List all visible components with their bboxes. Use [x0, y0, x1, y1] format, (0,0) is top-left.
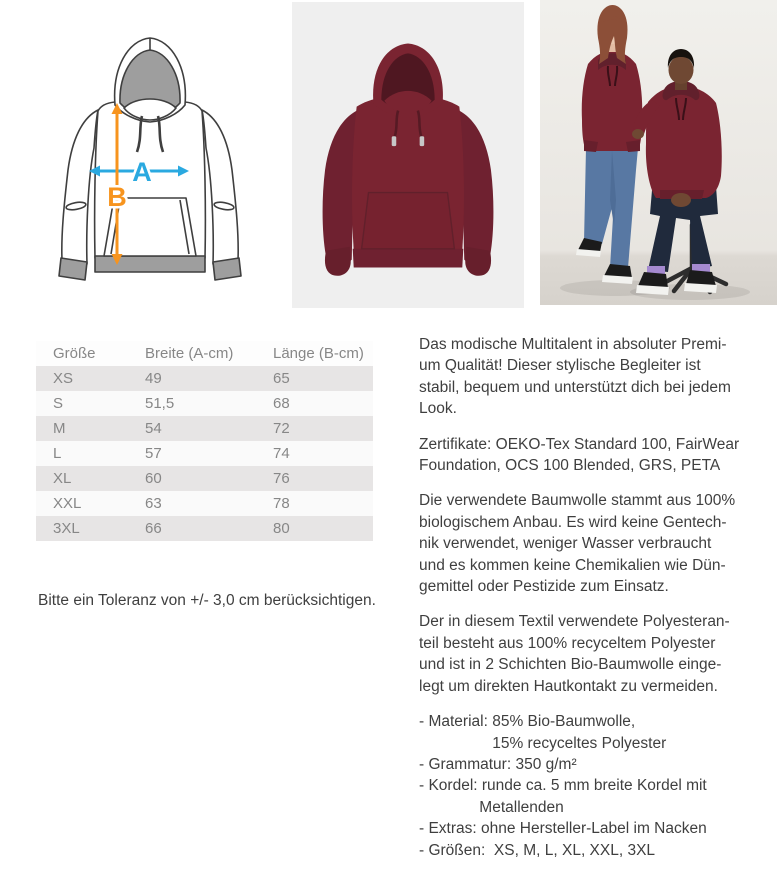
metal-aglet-right [420, 136, 425, 146]
description-line: und ist in 2 Schichten Bio-Baumwolle einge- [419, 656, 722, 674]
description-paragraph [419, 490, 775, 597]
description-paragraph [419, 434, 775, 477]
description-line: Metallenden [419, 798, 564, 816]
length-arrow-label: B [107, 182, 127, 212]
description-line: nik verwendet, weniger Wasser verbraucht [419, 535, 712, 553]
description-line: - Extras: ohne Hersteller-Label im Nacken [419, 820, 707, 838]
table-cell: 66 [145, 520, 162, 537]
product-photo-image [292, 2, 524, 308]
table-cell: L [53, 445, 62, 462]
description-line: Look. [419, 400, 457, 418]
table-row [36, 516, 373, 541]
table-row [36, 416, 373, 441]
table-cell: 54 [145, 420, 162, 437]
size-table [36, 341, 373, 541]
table-cell: 51,5 [145, 395, 175, 412]
size-table-body [36, 366, 373, 541]
table-cell: 63 [145, 495, 162, 512]
description-line: gemittel oder Pestizide zum Einsatz. [419, 578, 669, 596]
table-cell: 60 [145, 470, 162, 487]
width-arrow-label: A [132, 157, 152, 187]
description-paragraph [419, 611, 775, 697]
table-cell: XL [53, 470, 72, 487]
man-face [669, 56, 694, 84]
table-cell: 72 [273, 420, 290, 437]
description-line: und es kommen keine Chemikalien wie Dün- [419, 556, 726, 574]
description-line: - Grammatur: 350 g/m² [419, 755, 577, 773]
tolerance-note: Bitte ein Toleranz von +/- 3,0 cm berücksichtigen. [38, 591, 376, 609]
table-cell: 74 [273, 445, 290, 462]
table-row [36, 366, 373, 391]
table-cell: 68 [273, 395, 290, 412]
metal-aglet-left [392, 136, 397, 146]
right-cuff [213, 258, 241, 280]
models-photo [540, 0, 777, 305]
table-cell: 80 [273, 520, 290, 537]
description-line: teil besteht aus 100% recyceltem Polyester [419, 634, 716, 652]
man-hands [671, 193, 691, 207]
description-line: Zertifikate: OEKO-Tex Standard 100, FairWear [419, 435, 740, 453]
models-photo-image [540, 0, 777, 305]
size-table-header [36, 341, 373, 366]
table-cell: 57 [145, 445, 162, 462]
description-line: Das modische Multitalent in absoluter Premi- [419, 336, 727, 353]
description-line: Die verwendete Baumwolle stammt aus 100% [419, 492, 736, 510]
description-line: Foundation, OCS 100 Blended, GRS, PETA [419, 457, 721, 475]
column-header: Größe [53, 345, 96, 362]
table-row [36, 391, 373, 416]
column-header: Länge (B-cm) [273, 345, 364, 362]
description-line: um Qualität! Dieser stylische Begleiter ist [419, 357, 701, 375]
description-line: stabil, bequem und unterstützt dich bei jedem [419, 378, 731, 396]
hoodie-measure-drawing [30, 10, 270, 310]
column-header: Breite (A-cm) [145, 345, 234, 362]
hoodie-product-photo [292, 2, 524, 308]
size-drawing-image [30, 10, 270, 310]
table-cell: XS [53, 370, 74, 387]
description-paragraph [419, 711, 775, 861]
table-cell: 49 [145, 370, 162, 387]
description-line: legt um direkten Hautkontakt zu vermeiden. [419, 677, 718, 695]
description-line: - Größen: XS, M, L, XL, XXL, 3XL [419, 841, 656, 859]
man-hand-left [632, 129, 644, 139]
product-description [419, 334, 775, 875]
description-line: biologischem Anbau. Es wird keine Gentech- [419, 513, 727, 531]
description-line: Der in diesem Textil verwendete Polyesteran- [419, 613, 730, 631]
table-cell: M [53, 420, 66, 437]
hem-band [95, 256, 205, 272]
description-line: - Material: 85% Bio-Baumwolle, [419, 713, 636, 731]
table-cell: S [53, 395, 64, 412]
left-sleeve [62, 110, 98, 264]
description-paragraph [419, 334, 775, 420]
table-cell: 78 [273, 495, 290, 512]
table-cell: 76 [273, 470, 290, 487]
description-line: - Kordel: runde ca. 5 mm breite Kordel mit [419, 777, 707, 795]
table-cell: 65 [273, 370, 290, 387]
description-line: 15% recyceltes Polyester [419, 734, 667, 752]
left-cuff [59, 258, 87, 280]
right-sleeve [202, 110, 238, 264]
man-hoodie [646, 86, 722, 198]
table-row [36, 441, 373, 466]
table-row [36, 491, 373, 516]
table-cell: 3XL [53, 520, 80, 537]
table-cell: XXL [53, 495, 82, 512]
table-row [36, 466, 373, 491]
